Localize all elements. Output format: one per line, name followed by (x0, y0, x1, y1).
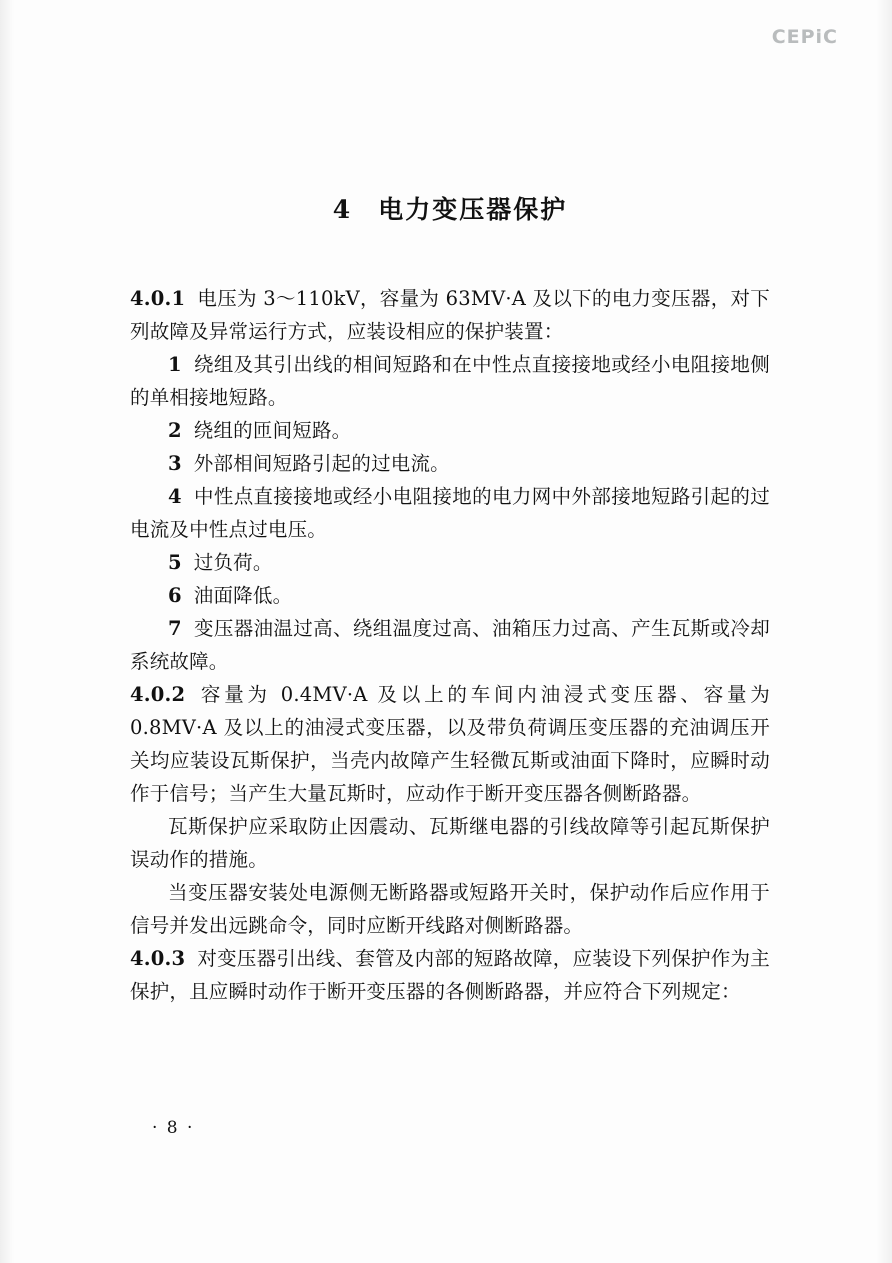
item-text: 绕组及其引出线的相间短路和在中性点直接接地或经小电阻接地侧的单相接地短路。 (130, 353, 770, 409)
paragraph-body: 瓦斯保护应采取防止因震动、瓦斯继电器的引线故障等引起瓦斯保护误动作的措施。 (130, 815, 770, 871)
list-item (130, 447, 770, 480)
list-item (130, 480, 770, 546)
item-label: 7 (168, 617, 182, 640)
watermark-logo: CEPiC (771, 26, 838, 48)
item-text: 变压器油温过高、绕组温度过高、油箱压力过高、产生瓦斯或冷却系统故障。 (130, 617, 770, 673)
item-label: 4 (168, 485, 182, 508)
list-item (130, 612, 770, 678)
list-item (130, 414, 770, 447)
paragraph-clause (130, 282, 770, 348)
clause-text: 对变压器引出线、套管及内部的短路故障，应装设下列保护作为主保护，且应瞬时动作于断开变压器的各侧断路器，并应符合下列规定： (130, 947, 770, 1003)
item-text: 过负荷。 (193, 551, 273, 574)
item-label: 5 (168, 551, 182, 574)
clause-label: 4.0.2 (130, 683, 186, 706)
item-text: 外部相间短路引起的过电流。 (193, 452, 450, 475)
page-title (130, 190, 770, 226)
list-item (130, 348, 770, 414)
list-item (130, 579, 770, 612)
clause-text: 容量为 0.4MV·A 及以上的车间内油浸式变压器、容量为 0.8MV·A 及以上的油浸式变压器，以及带负荷调压变压器的充油调压开关均应装设瓦斯保护，当壳内故障产生轻微瓦斯或油面下降时，应瞬时动作于信号；当产生大量瓦斯时，应动作于断开变压器各侧断路器。 (130, 683, 770, 805)
chapter-number: 4 (332, 195, 353, 224)
page-number: · 8 · (152, 1118, 195, 1138)
paragraph-clause (130, 678, 770, 810)
chapter-title-text: 电力变压器保护 (378, 195, 568, 224)
paragraph-clause (130, 942, 770, 1008)
clause-label: 4.0.1 (130, 287, 186, 310)
clause-text: 电压为 3～110kV，容量为 63MV·A 及以下的电力变压器，对下列故障及异常运行方式，应装设相应的保护装置： (130, 287, 770, 343)
item-label: 1 (168, 353, 182, 376)
item-text: 油面降低。 (193, 584, 293, 607)
item-label: 2 (168, 419, 182, 442)
item-label: 3 (168, 452, 182, 475)
list-item (130, 546, 770, 579)
clause-label: 4.0.3 (130, 947, 186, 970)
paragraph-body: 当变压器安装处电源侧无断路器或短路开关时，保护动作后应作用于信号并发出远跳命令，同时应断开线路对侧断路器。 (130, 881, 770, 937)
item-text: 绕组的匝间短路。 (193, 419, 352, 442)
item-label: 6 (168, 584, 182, 607)
page-content (130, 190, 770, 1008)
item-text: 中性点直接接地或经小电阻接地的电力网中外部接地短路引起的过电流及中性点过电压。 (130, 485, 770, 541)
